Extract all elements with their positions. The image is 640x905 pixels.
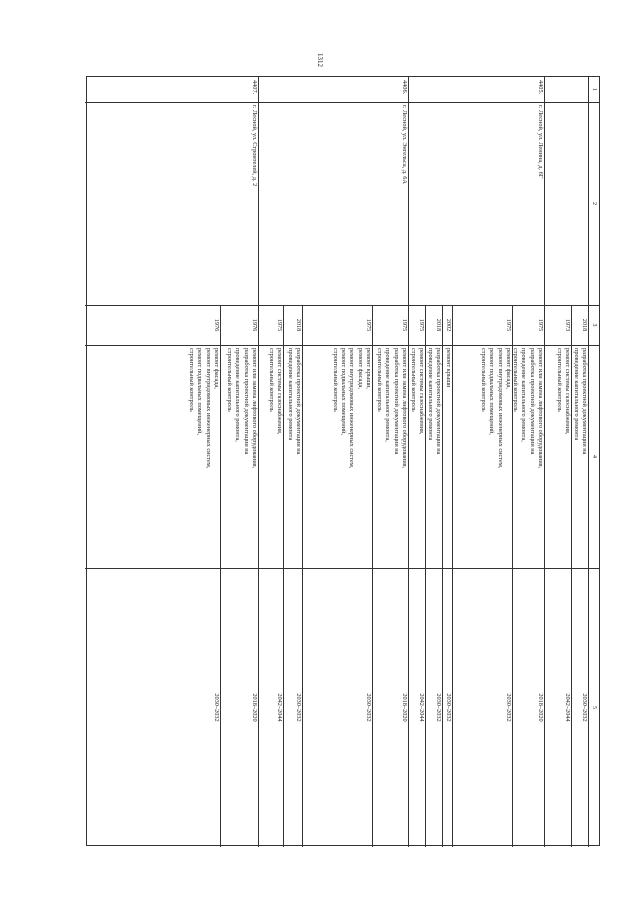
work-cell (284, 345, 303, 568)
year-cell: 2002 (445, 318, 452, 332)
year-cell: 2018 (435, 318, 442, 332)
work-line: ремонт системы газоснабжения, (564, 348, 571, 435)
work-line: ремонт подвальных помещений, (488, 348, 496, 435)
work-line: разработка проектной документации на (435, 348, 442, 455)
year-cell: 1975 (365, 318, 372, 332)
work-line: разработка проектной документации на (295, 348, 302, 455)
work-line: ремонт крыши, (365, 348, 372, 390)
work-line: ремонт внутридомовых инженерных систем, (496, 348, 504, 469)
work-line: проведение капитального ремонта (286, 348, 294, 441)
work-line: ремонт подвальных помещений, (340, 348, 348, 435)
work-line: строительный контроль (555, 348, 563, 412)
work-line: ремонт фасада, (505, 348, 512, 389)
work-line: разработка проектной документации на (242, 348, 250, 455)
work-line: проведение капитального ремонта, (234, 348, 242, 442)
work-line: строительный контроль (331, 348, 339, 412)
column-header: 5 (591, 706, 597, 709)
work-cell (85, 345, 221, 568)
work-cell (453, 345, 513, 568)
work-line: ремонт или замена лифтового оборудования, (401, 348, 408, 469)
work-line: ремонт фасада, (213, 348, 220, 389)
year-cell: 1975 (537, 318, 544, 332)
year-cell: 1976 (213, 318, 220, 332)
year-cell: 1975 (401, 318, 408, 332)
work-line: ремонт внутридомовых инженерных систем, (348, 348, 356, 469)
page-number (0, 53, 640, 68)
period-cell: 2018–2020 (401, 693, 408, 722)
period-cell: 2030–2032 (581, 693, 588, 722)
work-line: ремонт системы газоснабжения, (418, 348, 425, 435)
work-cell (221, 345, 259, 568)
work-line: проведение капитального ремонта (426, 348, 434, 441)
work-line: ремонт или замена лифтового оборудования, (251, 348, 258, 469)
period-cell: 2018–2020 (251, 693, 258, 722)
period-cell: 2018–2020 (537, 693, 544, 722)
column-header: 3 (591, 323, 597, 327)
work-line: строительный контроль (480, 348, 488, 412)
year-cell: 1975 (505, 318, 512, 332)
work-line: разработка проектной документации на (392, 348, 400, 455)
work-line: строительный контроль (376, 348, 384, 412)
work-line: проведение капитального ремонта, (384, 348, 392, 442)
row-number: 4405. (537, 80, 544, 95)
work-line: проведение капитального ремонта (572, 348, 580, 441)
work-cell (409, 345, 426, 568)
work-line: строительный контроль (188, 348, 196, 412)
work-cell (513, 345, 545, 568)
column-header: 4 (591, 455, 597, 458)
work-line: ремонт крыши (445, 348, 452, 388)
table-wrapper (86, 76, 600, 846)
work-cell (259, 345, 284, 568)
work-line: ремонт внутридомовых инженерных систем, (204, 348, 212, 469)
work-cell (303, 345, 373, 568)
address-cell: г. Лесной, ул. Энгельса, д. 6А (401, 105, 408, 184)
work-cell (426, 345, 443, 568)
year-cell: 1975 (276, 318, 283, 332)
work-line: разработка проектной документации на (528, 348, 536, 455)
year-cell: 1975 (418, 318, 425, 332)
year-cell: 2018 (295, 318, 302, 332)
period-cell: 2042–2044 (564, 693, 571, 722)
period-cell: 2030–2032 (213, 693, 220, 722)
work-cell (545, 345, 572, 568)
work-cell (443, 345, 453, 568)
period-cell: 2030–2032 (435, 693, 442, 722)
page-number-text: 1312 (316, 53, 324, 67)
repair-schedule-table (86, 76, 600, 846)
work-line: строительный контроль (512, 348, 520, 412)
work-line: ремонт фасада, (356, 348, 364, 389)
address-cell: г. Лесной, ул. Строителей, д. 2 (251, 105, 258, 187)
work-line: ремонт подвальных помещений, (196, 348, 204, 435)
row-number: 4407. (251, 80, 258, 95)
period-cell: 2042–2044 (276, 693, 283, 722)
column-header: 1 (591, 88, 597, 91)
work-line: строительный контроль (409, 348, 417, 412)
period-cell: 2042–2044 (418, 693, 425, 722)
year-cell: 2018 (581, 318, 588, 332)
work-line: ремонт или замена лифтового оборудования, (537, 348, 544, 469)
period-cell: 2030–2032 (445, 693, 452, 722)
work-line: строительный контроль (226, 348, 234, 412)
work-line: проведение капитального ремонта, (520, 348, 528, 442)
period-cell: 2030–2032 (295, 693, 302, 722)
work-line: разработка проектной документации на (581, 348, 588, 455)
year-cell: 1973 (564, 318, 571, 332)
row-number: 4406. (401, 80, 408, 95)
period-cell: 2030–2032 (365, 693, 372, 722)
year-cell: 1976 (251, 318, 258, 332)
work-cell (373, 345, 409, 568)
period-cell: 2030–2032 (505, 693, 512, 722)
column-header: 2 (591, 202, 597, 205)
work-line: строительный контроль (267, 348, 275, 412)
work-cell (572, 345, 589, 568)
work-line: ремонт системы газоснабжения, (276, 348, 283, 435)
address-cell: г. Лесной, ул. Ленина, д. 6Г (537, 105, 544, 179)
